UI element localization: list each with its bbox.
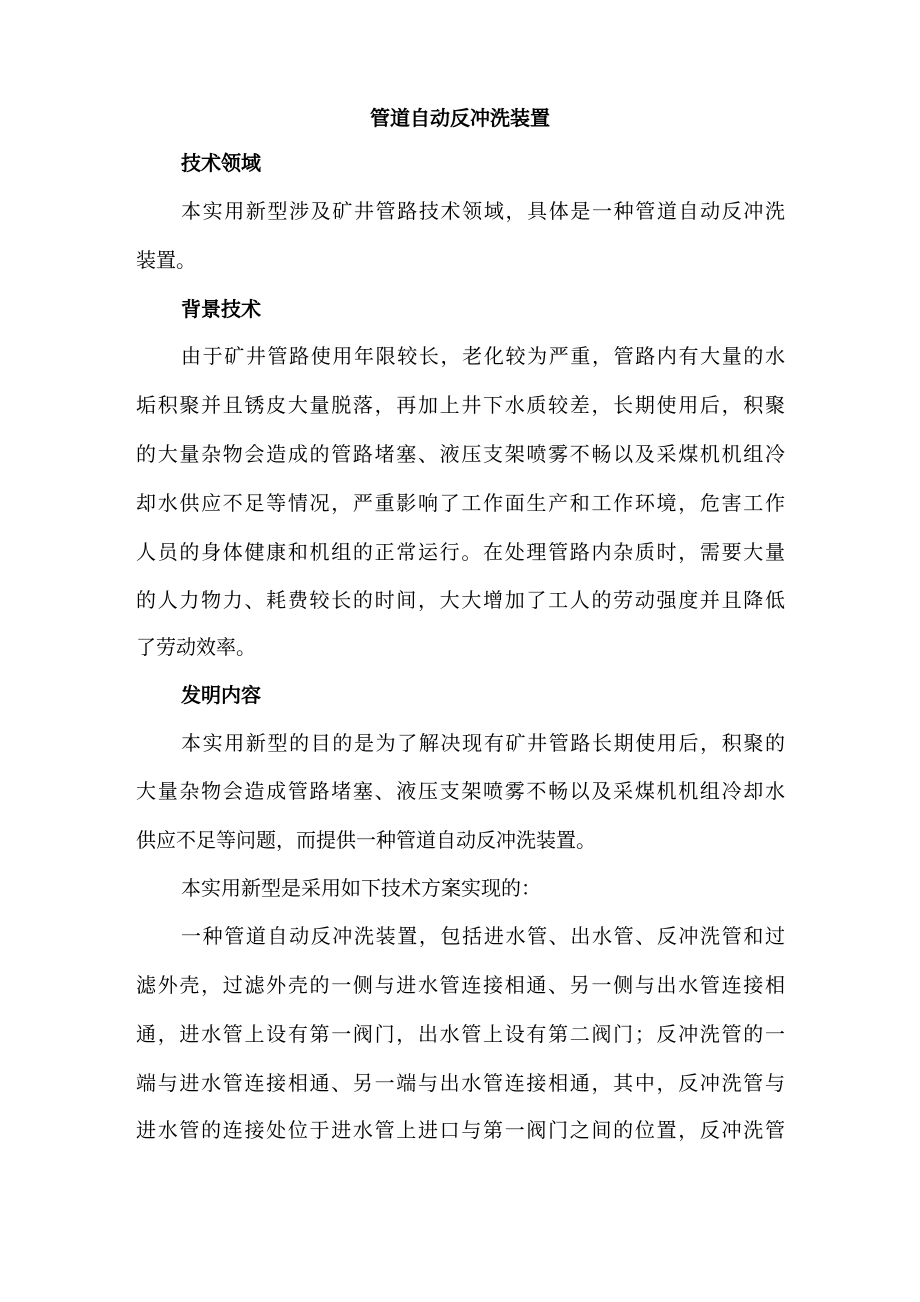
section-heading-summary: 发明内容 — [181, 683, 261, 707]
paragraph-line: 通，进水管上设有第一阀门，出水管上设有第二阀门；反冲洗管的一 — [136, 1022, 785, 1046]
paragraph-line: 由于矿井管路使用年限较长，老化较为严重，管路内有大量的水 — [181, 344, 785, 368]
paragraph-line: 端与进水管连接相通、另一端与出水管连接相通，其中，反冲洗管与 — [136, 1071, 785, 1095]
paragraph-line: 本实用新型的目的是为了解决现有矿井管路长期使用后，积聚的 — [181, 731, 785, 755]
paragraph-line: 却水供应不足等情况，严重影响了工作面生产和工作环境，危害工作 — [136, 491, 785, 515]
paragraph-line: 的大量杂物会造成的管路堵塞、液压支架喷雾不畅以及采煤机机组冷 — [136, 442, 785, 466]
section-heading-technical-field: 技术领域 — [181, 151, 261, 175]
paragraph-line: 垢积聚并且锈皮大量脱落，再加上井下水质较差，长期使用后，积聚 — [136, 393, 785, 417]
paragraph-line: 大量杂物会造成管路堵塞、液压支架喷雾不畅以及采煤机机组冷却水 — [136, 779, 785, 803]
paragraph-line: 人员的身体健康和机组的正常运行。在处理管路内杂质时，需要大量 — [136, 540, 785, 564]
paragraph-line: 本实用新型涉及矿井管路技术领域，具体是一种管道自动反冲洗 — [181, 199, 785, 223]
paragraph-line: 了劳动效率。 — [136, 635, 256, 659]
paragraph-line: 滤外壳，过滤外壳的一侧与进水管连接相通、另一侧与出水管连接相 — [136, 973, 785, 997]
paragraph-line: 的人力物力、耗费较长的时间，大大增加了工人的劳动强度并且降低 — [136, 588, 785, 612]
section-heading-background: 背景技术 — [181, 297, 261, 321]
paragraph-line: 装置。 — [136, 248, 196, 272]
paragraph-line: 进水管的连接处位于进水管上进口与第一阀门之间的位置，反冲洗管 — [136, 1118, 785, 1142]
paragraph-line: 供应不足等问题，而提供一种管道自动反冲洗装置。 — [136, 828, 596, 852]
document-title: 管道自动反冲洗装置 — [370, 106, 550, 130]
paragraph-line: 一种管道自动反冲洗装置，包括进水管、出水管、反冲洗管和过 — [181, 924, 785, 948]
paragraph-line: 本实用新型是采用如下技术方案实现的： — [181, 876, 541, 900]
